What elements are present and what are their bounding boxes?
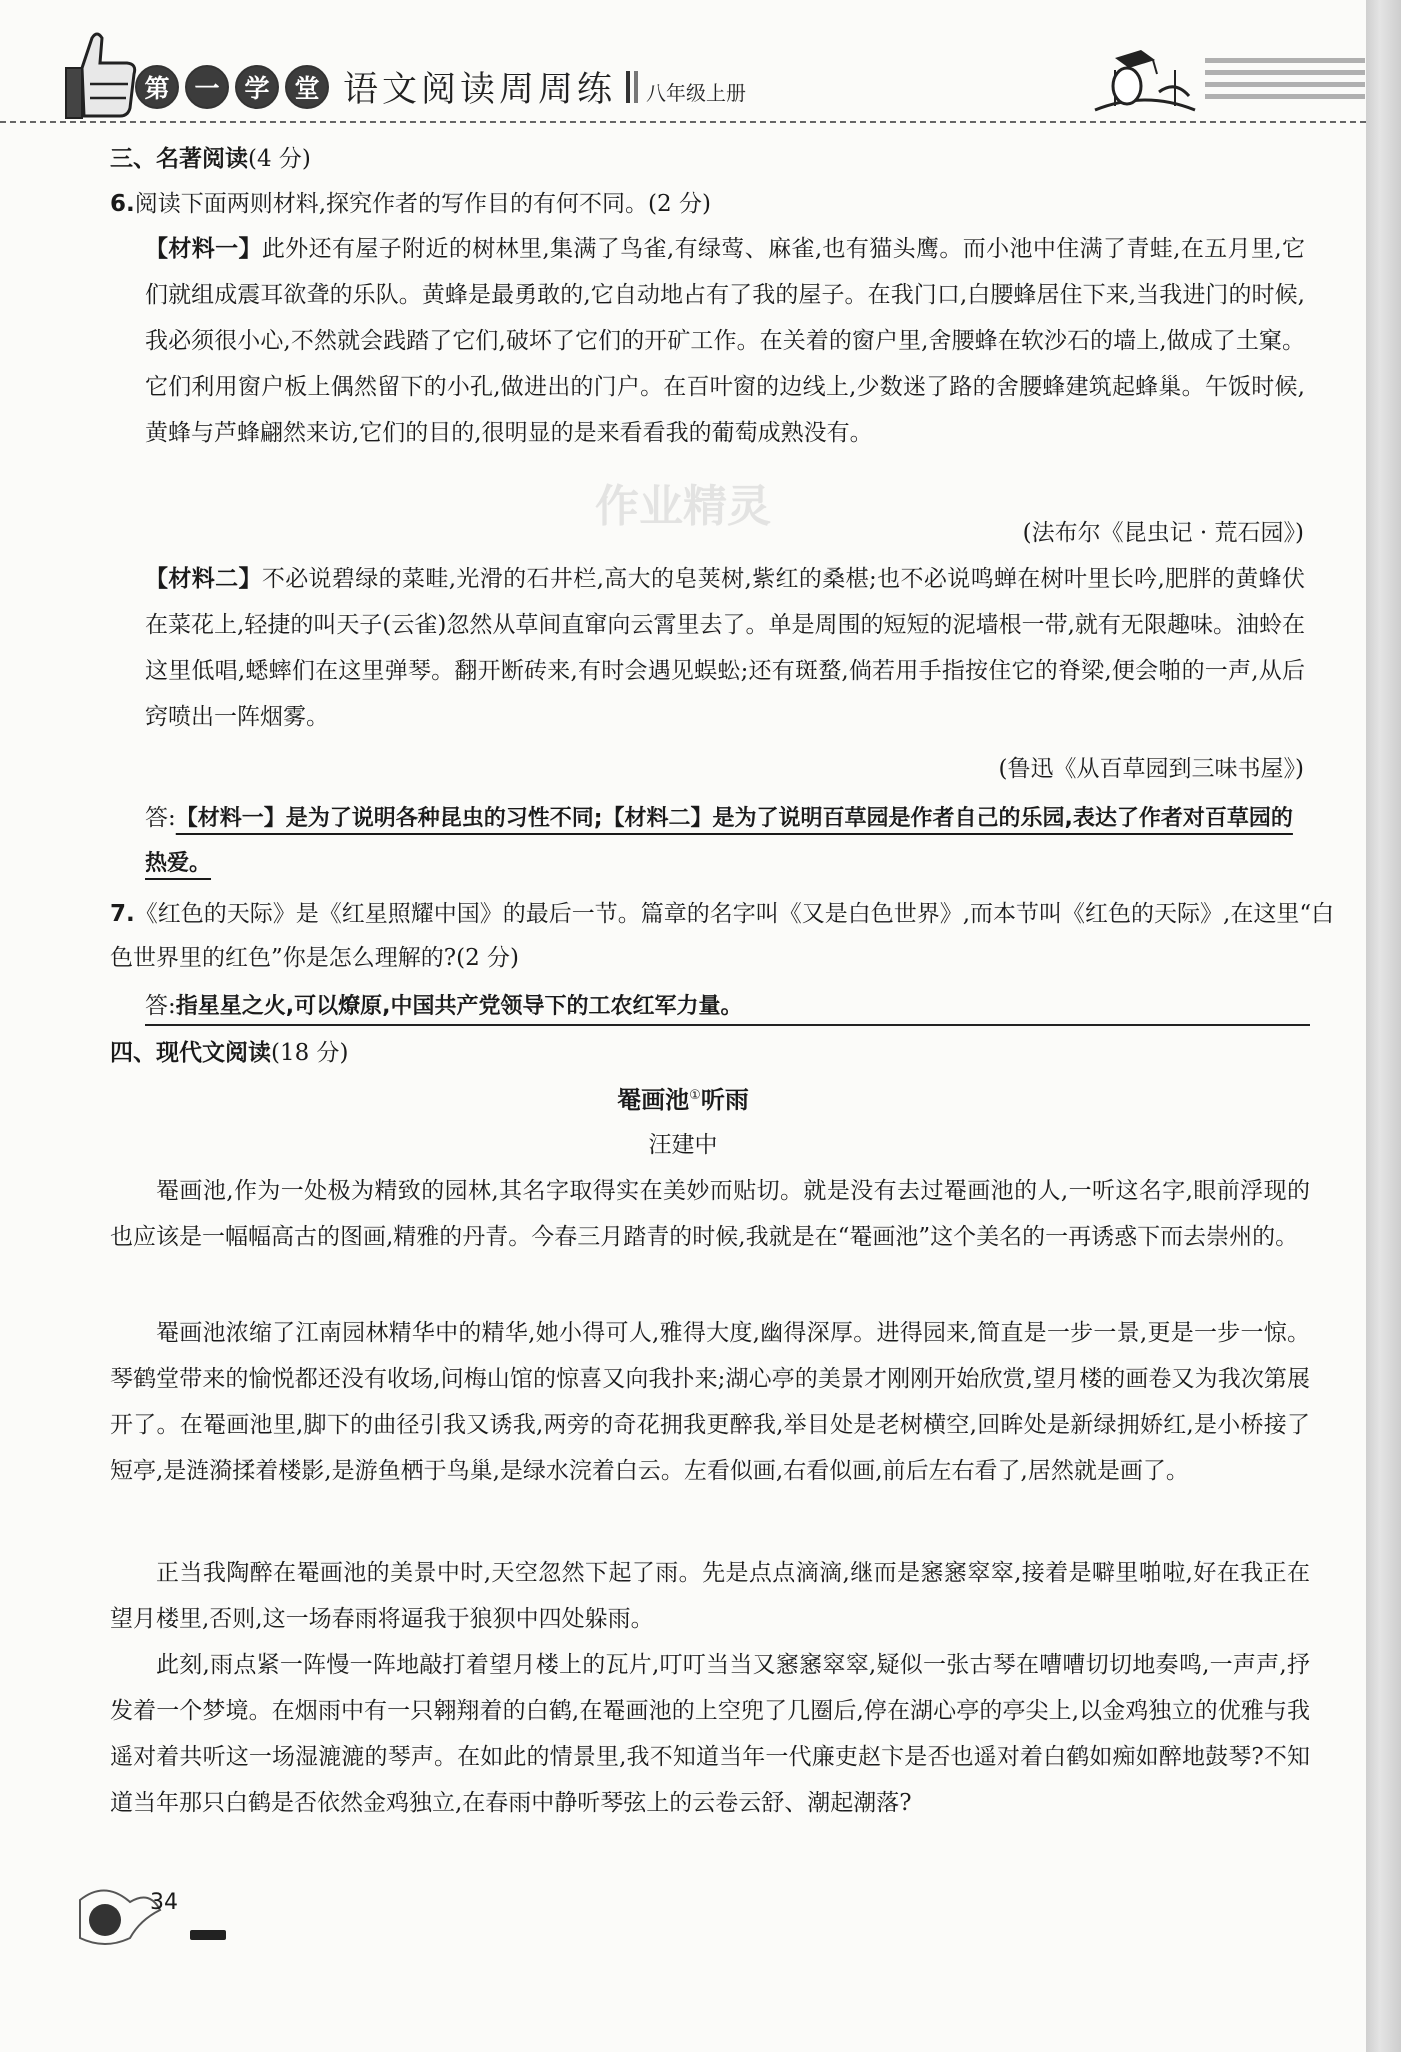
- question-7: [110, 892, 1350, 980]
- brand-char: 第: [135, 65, 179, 109]
- question-text: 阅读下面两则材料,探究作者的写作目的有何不同。(2 分): [134, 191, 711, 217]
- watermark: 作业精灵: [595, 481, 771, 532]
- question-6: [110, 187, 711, 221]
- section-title: 三、名著阅读: [110, 146, 248, 172]
- question-number: 7.: [110, 901, 135, 927]
- section-heading: [110, 1036, 349, 1070]
- material-source: (法布尔《昆虫记 · 荒石园》): [1022, 520, 1304, 546]
- question-text: 《红色的天际》是《红星照耀中国》的最后一节。篇章的名字叫《又是白色世界》,而本节叫《红色的天际》,在这里“白色世界里的红色”你是怎么理解的?(2 分): [110, 901, 1335, 971]
- brand-char: 堂: [285, 65, 329, 109]
- grade-label: 八年级上册: [646, 80, 747, 105]
- article-author: 汪建中: [648, 1132, 718, 1158]
- footnote-mark: ①: [689, 1088, 701, 1103]
- header-divider: [0, 121, 1366, 123]
- section-title: 四、现代文阅读: [110, 1040, 271, 1066]
- header-title: [135, 62, 746, 112]
- page-edge: [1366, 0, 1401, 2052]
- question-number: 6.: [110, 191, 135, 217]
- material-2: [145, 556, 1305, 740]
- book-title: 语文阅读周周练: [343, 70, 617, 110]
- answer-label: 答:: [145, 993, 176, 1019]
- answer-label: 答:: [145, 805, 176, 831]
- article-paragraph: 正当我陶醉在罨画池的美景中时,天空忽然下起了雨。先是点点滴滴,继而是窸窸窣窣,接着是噼里啪啦,好在我正在望月楼里,否则,这一场春雨将逼我于狼狈中四处躲雨。: [110, 1560, 1310, 1632]
- divider: [626, 71, 630, 103]
- section-points: (4 分): [248, 146, 311, 172]
- material-label: 【材料二】: [145, 566, 262, 592]
- header-stripes: [1205, 58, 1365, 106]
- article-title-rest: 听雨: [700, 1086, 749, 1114]
- answer-q7: [145, 984, 1310, 1029]
- material-source: (鲁迅《从百草园到三味书屋》): [998, 756, 1304, 782]
- material-1: [145, 226, 1305, 456]
- page-header: [0, 0, 1366, 125]
- article-title: [0, 1080, 1366, 1115]
- answer-q6: [145, 796, 1310, 886]
- article-title-main: 罨画池: [617, 1086, 690, 1114]
- material-label: 【材料一】: [145, 236, 262, 262]
- brand-char: 学: [235, 65, 279, 109]
- article-paragraph: 此刻,雨点紧一阵慢一阵地敲打着望月楼上的瓦片,叮叮当当又窸窸窣窣,疑似一张古琴在嘈嘈切切地奏鸣,一声声,抒发着一个梦境。在烟雨中有一只翱翔着的白鹤,在罨画池的上空兜了几圈后,停在湖心亭的亭尖上,以金鸡独立的优雅与我遥对着共听这一场湿漉漉的琴声。在如此的情景里,我不知道当年一代廉吏赵卞是否也遥对着白鹤如痴如醉地鼓琴?不知道当年那只白鹤是否依然金鸡独立,在春雨中静听琴弦上的云卷云舒、潮起潮落?: [110, 1652, 1310, 1816]
- brand-char: 一: [185, 65, 229, 109]
- thumbs-up-icon: [62, 28, 142, 120]
- section-heading: [110, 142, 311, 176]
- article-paragraph: 罨画池,作为一处极为精致的园林,其名字取得实在美妙而贴切。就是没有去过罨画池的人,一听这名字,眼前浮现的也应该是一幅幅高古的图画,精雅的丹青。今春三月踏青的时候,我就是在“罨画池”这个美名的一再诱惑下而去崇州的。: [110, 1178, 1310, 1250]
- reading-mascot-icon: [1085, 40, 1205, 120]
- answer-text: 【材料一】是为了说明各种昆虫的习性不同;【材料二】是为了说明百草园是作者自己的乐园,表达了作者对百草园的热爱。: [145, 806, 1293, 876]
- section-points: (18 分): [271, 1040, 349, 1066]
- answer-text: 指星星之火,可以燎原,中国共产党领导下的工农红军力量。: [175, 994, 743, 1019]
- material-text: 此外还有屋子附近的树林里,集满了鸟雀,有绿莺、麻雀,也有猫头鹰。而小池中住满了青蛙,在五月里,它们就组成震耳欲聋的乐队。黄蜂是最勇敢的,它自动地占有了我的屋子。在我门口,白腰蜂居住下来,当我进门的时候,我必须很小心,不然就会践踏了它们,破坏了它们的开矿工作。在关着的窗户里,舍腰蜂在软沙石的墙上,做成了土窠。它们利用窗户板上偶然留下的小孔,做进出的门户。在百叶窗的边线上,少数迷了路的舍腰蜂建筑起蜂巢。午饭时候,黄蜂与芦蜂翩然来访,它们的目的,很明显的是来看看我的葡萄成熟没有。: [145, 236, 1305, 446]
- divider: [634, 71, 638, 103]
- material-text: 不必说碧绿的菜畦,光滑的石井栏,高大的皂荚树,紫红的桑椹;也不必说鸣蝉在树叶里长吟,肥胖的黄蜂伏在菜花上,轻捷的叫天子(云雀)忽然从草间直窜向云霄里去了。单是周围的短短的泥墙根一带,就有无限趣味。油蛉在这里低唱,蟋蟀们在这里弹琴。翻开断砖来,有时会遇见蜈蚣;还有斑蝥,倘若用手指按住它的脊梁,便会啪的一声,从后窍喷出一阵烟雾。: [145, 566, 1305, 730]
- article-paragraph: 罨画池浓缩了江南园林精华中的精华,她小得可人,雅得大度,幽得深厚。进得园来,简直是一步一景,更是一步一惊。琴鹤堂带来的愉悦都还没有收场,问梅山馆的惊喜又向我扑来;湖心亭的美景才刚刚开始欣赏,望月楼的画卷又为我次第展开了。在罨画池里,脚下的曲径引我又诱我,两旁的奇花拥我更醉我,举目处是老树横空,回眸处是新绿拥娇红,是小桥接了短亭,是涟漪揉着楼影,是游鱼栖于鸟巢,是绿水浣着白云。左看似画,右看似画,前后左右看了,居然就是画了。: [110, 1320, 1310, 1484]
- answer-rule: [145, 1024, 1310, 1026]
- page-number: 34: [150, 1890, 178, 1915]
